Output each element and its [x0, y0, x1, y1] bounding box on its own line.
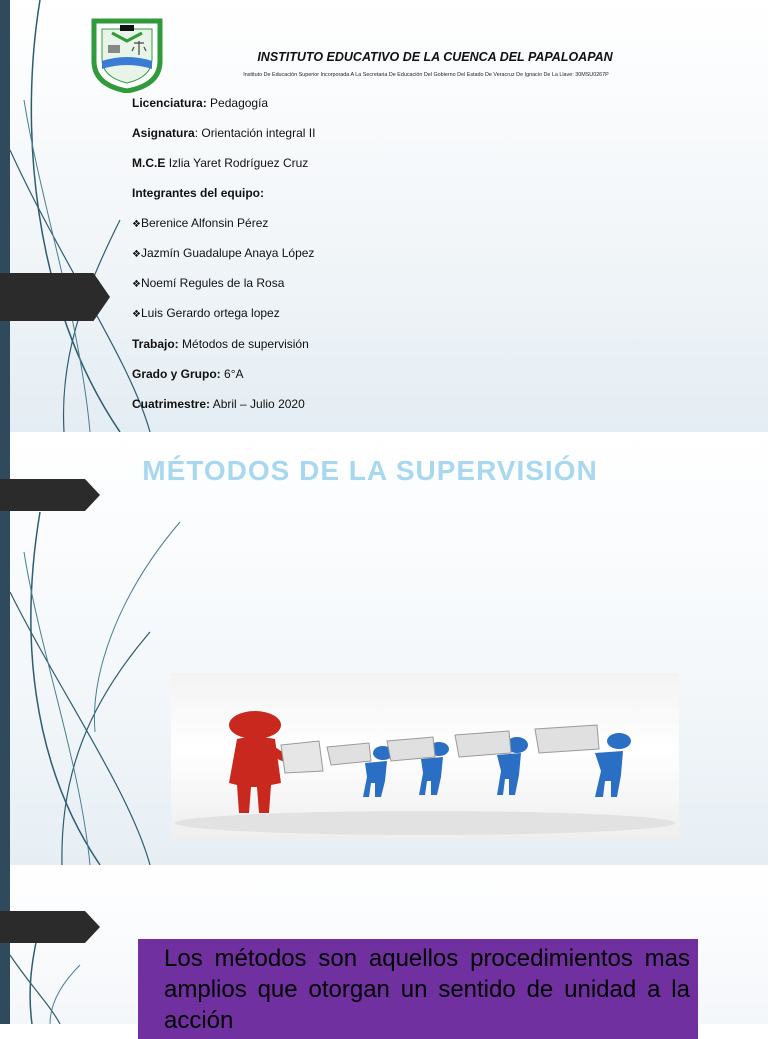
- diamond-bullet-icon: ❖: [132, 249, 141, 260]
- institution-title: INSTITUTO EDUCATIVO DE LA CUENCA DEL PAPALOAPAN: [257, 50, 613, 64]
- asignatura-label: Asignatura: [132, 126, 195, 140]
- licenciatura-label: Licenciatura:: [132, 96, 207, 110]
- boxes-carry-figures-icon: [171, 673, 679, 841]
- carried-box-icons: [327, 725, 599, 765]
- mce-line: [132, 156, 308, 170]
- asignatura-value: : Orientación integral II: [194, 126, 316, 140]
- licenciatura-line: [132, 96, 268, 110]
- grado-line: [132, 367, 244, 381]
- definition-paragraph: Los métodos son aquellos procedimientos mas amplios que otorgan un sentido de unidad a la acción: [164, 945, 690, 1034]
- mce-value: Izlia Yaret Rodríguez Cruz: [168, 156, 309, 170]
- list-item: [132, 306, 280, 320]
- member-name: Jazmín Guadalupe Anaya López: [140, 246, 315, 260]
- institution-subtitle: Instituto De Educación Superior Incorporada A La Secretaria De Educación Del Gobierno Del Estado De Veracruz De Ignacio De La Llave: 30MSU0267P: [243, 72, 609, 78]
- slide-cover: [0, 0, 768, 432]
- cuatrimestre-value: Abril – Julio 2020: [212, 397, 305, 411]
- diamond-bullet-icon: ❖: [132, 279, 141, 290]
- supervision-illustration: [171, 673, 679, 841]
- list-item: [132, 216, 268, 230]
- diamond-bullet-icon: ❖: [132, 309, 141, 320]
- school-shield-logo-icon: [90, 17, 164, 93]
- arrow-tab: [0, 911, 100, 943]
- asignatura-line: [132, 126, 315, 140]
- slide-title: MÉTODOS DE LA SUPERVISIÓN: [142, 455, 598, 486]
- list-item: [132, 246, 314, 260]
- diamond-bullet-icon: ❖: [132, 219, 141, 230]
- cuatrimestre-label: Cuatrimestre:: [132, 397, 211, 411]
- cuatrimestre-line: [132, 397, 305, 411]
- trabajo-value: Métodos de supervisión: [182, 337, 309, 351]
- mce-label: M.C.E: [132, 156, 166, 170]
- member-name: Berenice Alfonsin Pérez: [140, 216, 269, 230]
- integrantes-heading: [132, 186, 264, 200]
- list-item: [132, 276, 284, 290]
- licenciatura-value: Pedagogía: [210, 96, 269, 110]
- arrow-tab: [0, 273, 110, 321]
- trabajo-line: [132, 337, 309, 351]
- grado-value: 6°A: [224, 367, 244, 381]
- member-name: Luis Gerardo ortega lopez: [140, 306, 280, 320]
- trabajo-label: Trabajo:: [132, 337, 179, 351]
- integrantes-label: Integrantes del equipo:: [132, 186, 265, 200]
- member-name: Noemí Regules de la Rosa: [140, 276, 285, 290]
- definition-box: [138, 939, 698, 1039]
- grado-label: Grado y Grupo:: [132, 367, 221, 381]
